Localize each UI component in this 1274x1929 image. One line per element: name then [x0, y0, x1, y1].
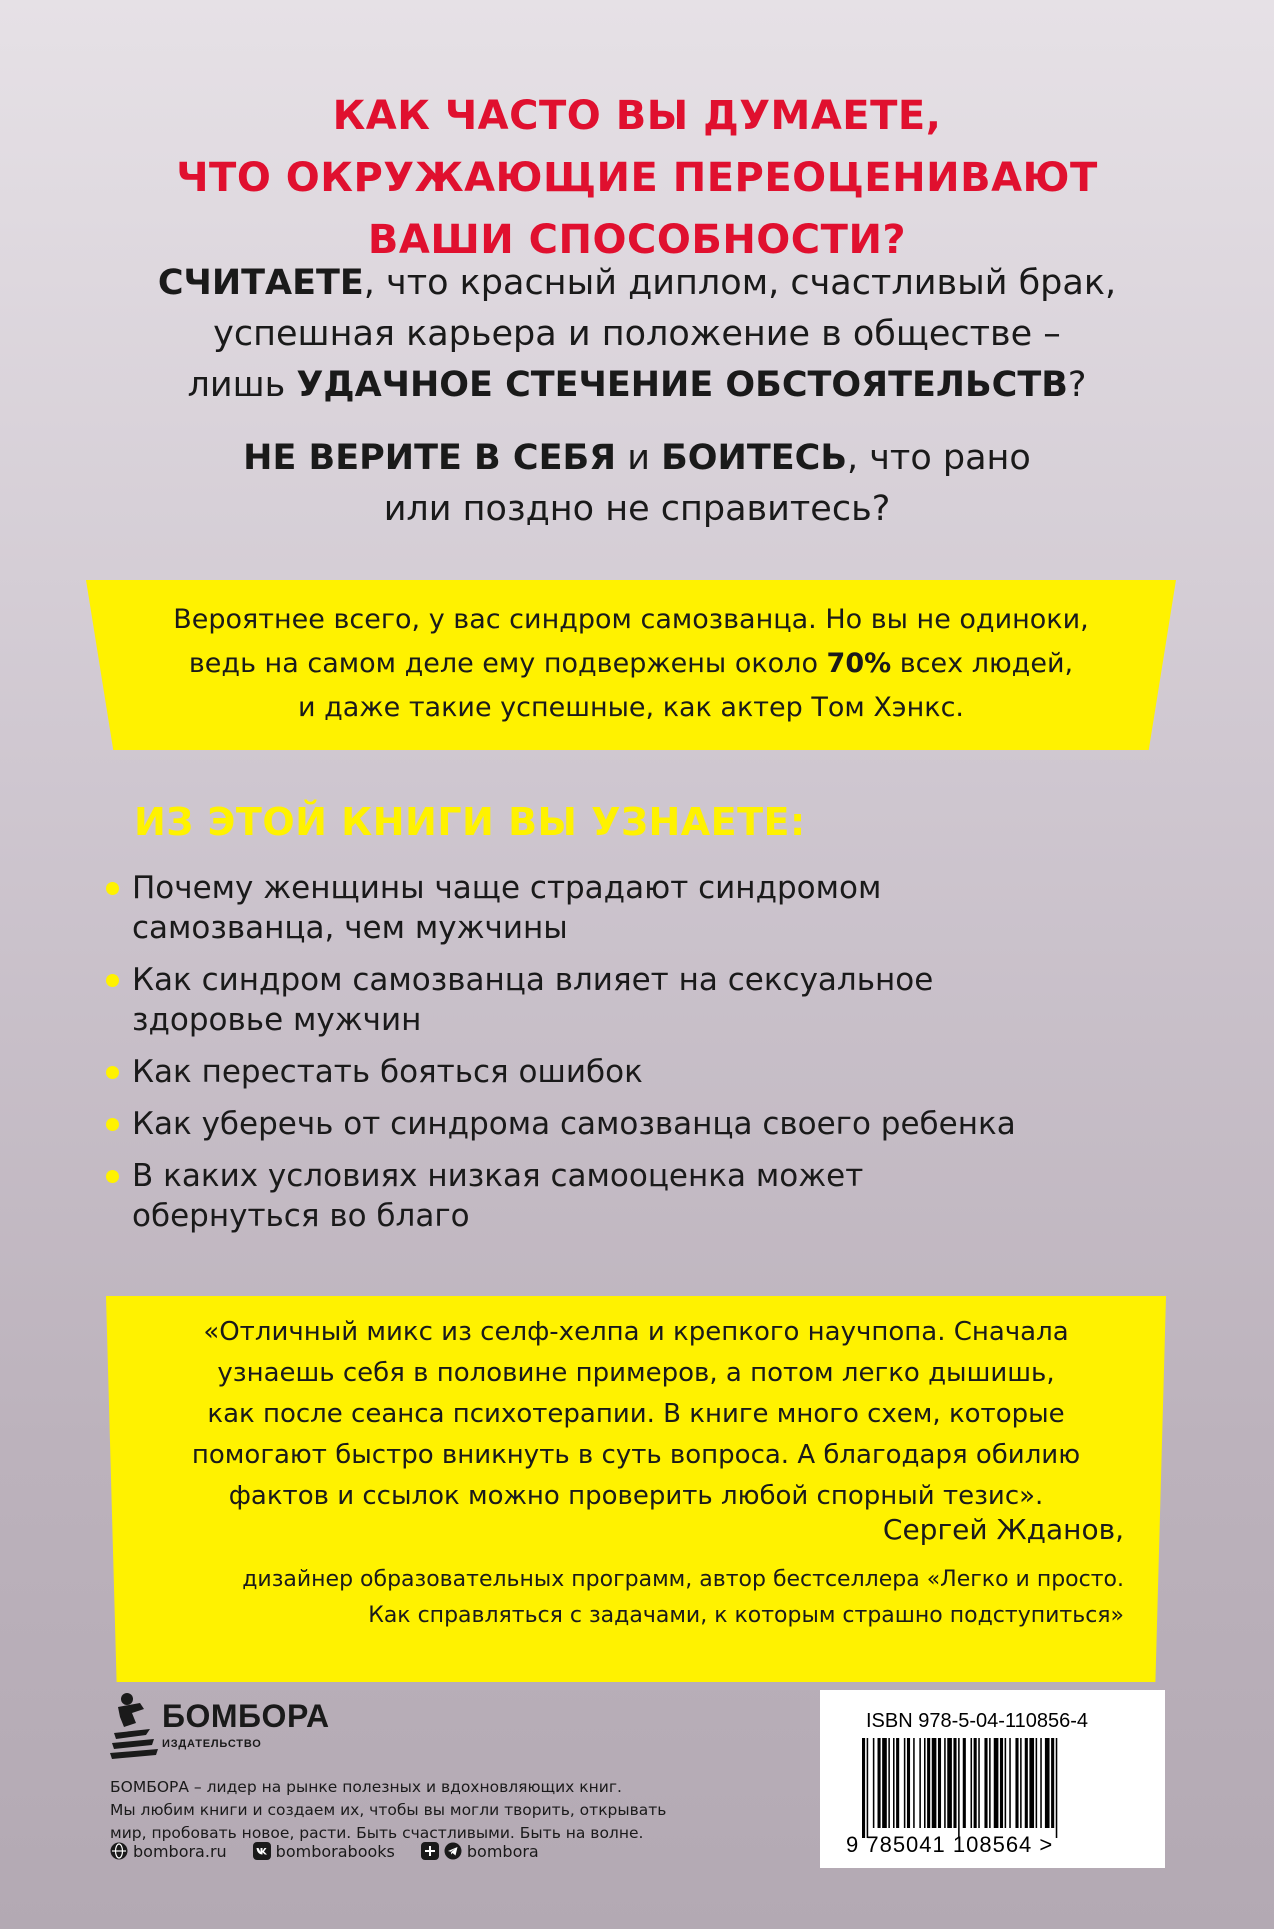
barcode-bar [978, 1738, 980, 1828]
barcode-bar [953, 1738, 956, 1828]
bullet-dot-icon [106, 1170, 119, 1183]
barcode-bar [862, 1738, 865, 1838]
barcode-bar [971, 1738, 973, 1828]
globe-icon [110, 1842, 128, 1860]
fear-bold: БОИТЕСЬ [661, 438, 847, 478]
list-item-text: В каких условиях низкая самооценка может [132, 1158, 864, 1194]
social-links [110, 1839, 565, 1863]
barcode-bar [1025, 1738, 1028, 1828]
barcode-bar [1056, 1738, 1058, 1838]
callout-line: и даже такие успешные, как актер Том Хэнкс. [297, 692, 965, 723]
publisher-subtitle: ИЗДАТЕЛЬСТВО [162, 1738, 262, 1750]
author-desc-line: дизайнер образовательных программ, автор бестселлера «Легко и просто. [242, 1567, 1124, 1592]
vk-icon [253, 1842, 271, 1860]
barcode-bar [974, 1738, 977, 1828]
telegram-link[interactable] [421, 1842, 539, 1861]
barcode-bar [893, 1738, 895, 1828]
fear-bold: НЕ ВЕРИТЕ В СЕБЯ [243, 438, 617, 478]
list-item-text: здоровье мужчин [132, 1002, 422, 1038]
callout-line: Вероятнее всего, у вас синдром самозванца. Но вы не одиноки, [173, 604, 1089, 635]
quote-line: узнаешь себя в половине примеров, а потом легко дышишь, [217, 1358, 1055, 1388]
bullet-dot-icon [106, 1118, 119, 1131]
barcode-bar [924, 1738, 926, 1828]
barcode-bar [1009, 1738, 1011, 1828]
plus-icon [421, 1842, 439, 1860]
barcode-bar [907, 1738, 910, 1828]
intro-bold: СЧИТАЕТЕ [157, 263, 364, 303]
barcode-bar [878, 1738, 881, 1828]
callout-line: ведь на самом деле ему подвержены около [188, 648, 827, 679]
barcode-bar [882, 1738, 887, 1828]
intro-text: ? [1067, 365, 1087, 405]
isbn-number: ISBN 978-5-04-110856-4 [866, 1710, 1088, 1732]
list-item [104, 960, 1204, 1040]
barcode-icon [862, 1738, 1122, 1838]
list-item [104, 1052, 1204, 1092]
about-line: БОМБОРА – лидер на рынке полезных и вдохновляющих книг. [110, 1778, 622, 1796]
barcode-bar [1051, 1738, 1054, 1828]
quote-author: Сергей Жданов, [882, 1513, 1124, 1546]
telegram-icon [444, 1842, 462, 1860]
barcode-bar [867, 1738, 869, 1838]
barcode-bar [896, 1738, 899, 1828]
quote-author-description [242, 1562, 1124, 1634]
barcode-bar [994, 1738, 999, 1828]
fear-paragraph [0, 433, 1274, 535]
barcode-bar [1005, 1738, 1007, 1828]
barcode-bar [904, 1738, 906, 1828]
publisher-about [110, 1776, 670, 1845]
barcode-bar [919, 1738, 921, 1828]
barcode-bar [1015, 1738, 1018, 1828]
fear-text: или поздно не справитесь? [383, 489, 891, 529]
barcode-bar [1045, 1738, 1050, 1828]
barcode-bar [1036, 1738, 1038, 1828]
list-item-text: самозванца, чем мужчины [132, 910, 568, 946]
barcode-bar [963, 1738, 966, 1828]
callout-percent: 70% [826, 648, 892, 679]
quote-line: помогают быстро вникнуть в суть вопроса. А благодаря обилию [191, 1440, 1081, 1470]
barcode-bar [1000, 1738, 1003, 1828]
vk-link[interactable] [253, 1842, 395, 1861]
headline-line: КАК ЧАСТО ВЫ ДУМАЕТЕ, [332, 93, 942, 139]
headline-line: ЧТО ОКРУЖАЮЩИЕ ПЕРЕОЦЕНИВАЮТ [176, 155, 1098, 201]
callout-line: всех людей, [891, 648, 1074, 679]
barcode-bar [927, 1738, 930, 1828]
author-desc-line: Как справляться с задачами, к которым страшно подступиться» [368, 1603, 1124, 1628]
callout-text [86, 598, 1176, 730]
list-item [104, 1156, 1204, 1236]
web-link-text: bombora.ru [133, 1841, 227, 1861]
intro-text: , что красный диплом, счастливый брак, [363, 263, 1117, 303]
about-line: мир, пробовать новое, расти. Быть счастливыми. Быть на волне. [110, 1824, 644, 1842]
quote-line: фактов и ссылок можно проверить любой спорный тезис». [228, 1481, 1044, 1511]
bullet-dot-icon [106, 882, 119, 895]
quote-line: как после сеанса психотерапии. В книге много схем, которые [207, 1399, 1065, 1429]
list-item [104, 868, 1204, 948]
telegram-link-text: bombora [466, 1841, 539, 1861]
intro-text: успешная карьера и положение в обществе – [213, 314, 1061, 354]
fear-text: , что рано [847, 438, 1031, 478]
vk-link-text: bomborabooks [275, 1841, 395, 1861]
barcode-digits: 9 785041 108564 > [846, 1832, 1054, 1857]
list-item-text: Почему женщины чаще страдают синдромом [132, 870, 882, 906]
bombora-logo-icon [110, 1689, 170, 1759]
barcode-bar [888, 1738, 890, 1828]
learn-heading: ИЗ ЭТОЙ КНИГИ ВЫ УЗНАЕТЕ: [134, 800, 806, 844]
barcode-bar [873, 1738, 875, 1828]
list-item-text: Как перестать бояться ошибок [132, 1054, 643, 1090]
fear-text: и [616, 438, 662, 478]
bullet-dot-icon [106, 1066, 119, 1079]
intro-bold: УДАЧНОЕ СТЕЧЕНИЕ ОБСТОЯТЕЛЬСТВ [296, 365, 1068, 405]
list-item-text: Как синдром самозванца влияет на сексуальное [132, 962, 934, 998]
headline-line: ВАШИ СПОСОБНОСТИ? [367, 217, 907, 263]
barcode-bar [984, 1738, 987, 1828]
intro-text: лишь [187, 365, 297, 405]
about-line: Мы любим книги и создаем их, чтобы вы могли творить, открывать [110, 1801, 667, 1819]
list-item-text: Как уберечь от синдрома самозванца своего ребенка [132, 1106, 1016, 1142]
barcode-bar [1020, 1738, 1022, 1828]
list-item-text: обернуться во благо [132, 1198, 470, 1234]
barcode-bar [947, 1738, 952, 1828]
list-item [104, 1104, 1204, 1144]
barcode-bar [932, 1738, 937, 1828]
bullet-dot-icon [106, 974, 119, 987]
barcode-bar [913, 1738, 915, 1828]
barcode-bar [1040, 1738, 1042, 1828]
barcode-bar [989, 1738, 991, 1828]
barcode-bar [1029, 1738, 1034, 1828]
review-quote [106, 1312, 1166, 1517]
web-link[interactable] [110, 1842, 227, 1861]
barcode-bar [938, 1738, 941, 1828]
barcode-bar [944, 1738, 946, 1828]
barcode-bar [958, 1738, 960, 1838]
learn-list [104, 868, 1204, 1248]
headline-question [0, 85, 1274, 271]
intro-paragraph [0, 258, 1274, 411]
quote-line: «Отличный микс из селф-хелпа и крепкого научпопа. Сначала [203, 1317, 1069, 1347]
publisher-name: БОМБОРА [162, 1698, 330, 1734]
